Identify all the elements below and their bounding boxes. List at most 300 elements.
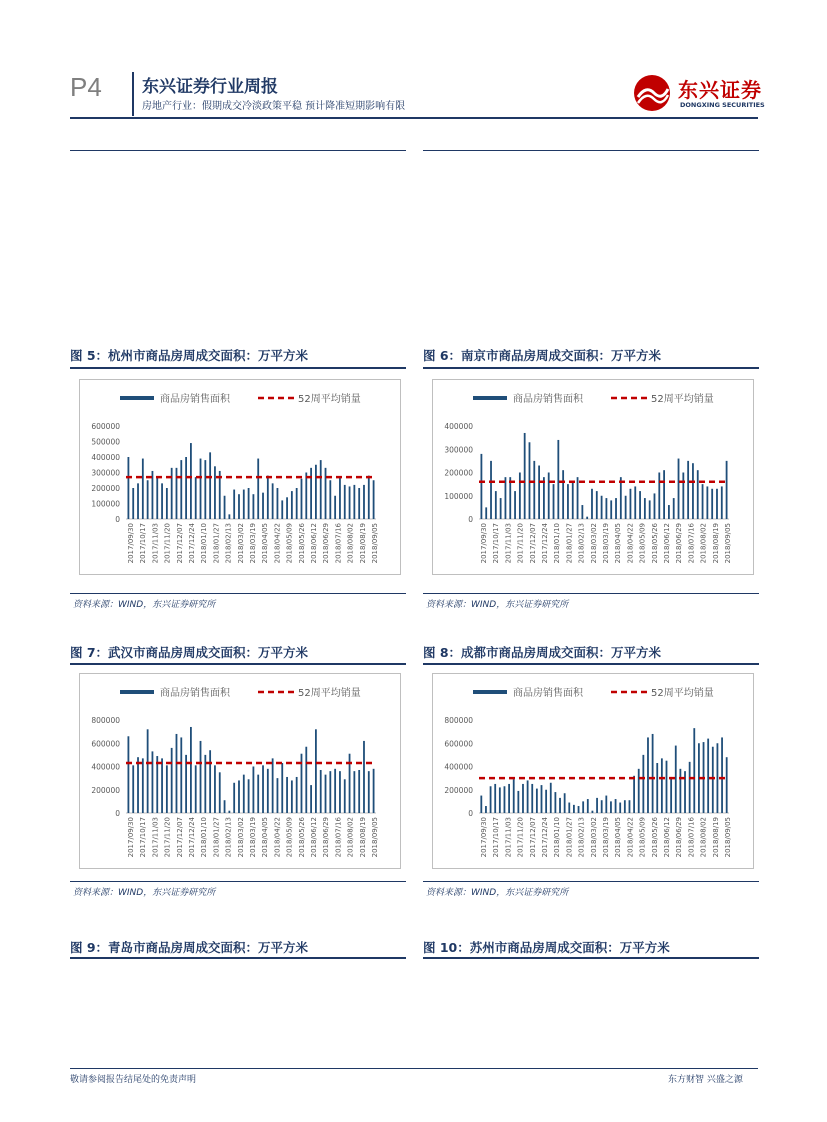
bar <box>339 771 341 813</box>
figure-rule <box>70 367 406 369</box>
bar <box>726 757 728 813</box>
x-tick-label: 2018/05/26 <box>297 523 306 564</box>
footer-rule <box>70 1068 758 1069</box>
x-tick-label: 2017/12/07 <box>528 523 537 564</box>
x-tick-label: 2017/11/20 <box>516 817 525 858</box>
x-tick-label: 2018/03/19 <box>249 817 257 858</box>
legend-line-label: 52周平均销量 <box>651 394 714 405</box>
x-tick-label: 2018/05/09 <box>285 817 294 858</box>
source-note: 资料来源：WIND，东兴证券研究所 <box>426 600 569 610</box>
x-tick-label: 2018/01/10 <box>200 523 209 564</box>
bar <box>137 483 139 519</box>
x-tick-label: 2018/05/09 <box>638 817 647 858</box>
bar <box>634 486 636 519</box>
bar <box>315 729 317 813</box>
bar <box>214 765 216 813</box>
x-tick-label: 2018/02/13 <box>224 817 233 858</box>
x-tick-label: 2017/10/17 <box>139 817 148 858</box>
bar <box>132 765 134 813</box>
bar <box>577 477 579 519</box>
bar <box>721 737 723 813</box>
chart-wuhan <box>79 673 401 869</box>
bar <box>339 477 341 519</box>
bar <box>642 755 644 813</box>
bar <box>128 736 130 813</box>
bar <box>358 488 360 519</box>
bar <box>353 771 355 813</box>
bar <box>329 480 331 519</box>
bar <box>147 729 149 813</box>
bar <box>712 747 714 813</box>
x-tick-label: 2018/01/10 <box>553 523 562 564</box>
y-tick-label: 500000 <box>91 437 120 447</box>
bar <box>494 784 496 813</box>
bar <box>610 801 612 813</box>
y-tick-label: 200000 <box>91 785 120 795</box>
bar <box>480 796 482 813</box>
header-divider <box>132 72 134 116</box>
bar <box>663 470 665 519</box>
y-tick-label: 100000 <box>444 491 473 501</box>
source-note: 资料来源：WIND，东兴证券研究所 <box>426 888 569 898</box>
x-tick-label: 2017/12/07 <box>175 817 184 858</box>
x-tick-label: 2018/03/19 <box>249 523 257 564</box>
bar <box>161 483 163 519</box>
bar <box>204 460 206 519</box>
bar <box>717 743 719 813</box>
bar <box>320 770 322 813</box>
x-tick-label: 2018/04/05 <box>614 817 623 858</box>
bar <box>142 758 144 813</box>
x-tick-label: 2017/11/03 <box>504 523 513 564</box>
bar <box>661 758 663 813</box>
x-tick-label: 2018/06/29 <box>675 817 684 858</box>
bar <box>639 491 641 519</box>
bar <box>591 489 593 519</box>
bar <box>214 466 216 519</box>
bar <box>281 763 283 813</box>
source-note: 资料来源：WIND，东兴证券研究所 <box>73 600 216 610</box>
bar <box>581 505 583 519</box>
legend-line-label: 52周平均销量 <box>298 394 361 405</box>
bar <box>726 461 728 519</box>
bar <box>248 488 250 519</box>
bar <box>228 514 230 519</box>
bar <box>373 769 375 813</box>
x-tick-label: 2018/09/05 <box>724 817 732 858</box>
bar <box>262 765 264 813</box>
bar <box>522 784 524 813</box>
report-subtitle: 房地产行业：假期成交冷淡政策平稳 预计降准短期影响有限 <box>142 101 406 112</box>
x-tick-label: 2017/11/03 <box>151 817 160 858</box>
bar <box>536 789 538 813</box>
source-note: 资料来源：WIND，东兴证券研究所 <box>73 888 216 898</box>
x-tick-label: 2018/03/19 <box>602 817 610 858</box>
bar <box>490 461 492 519</box>
x-tick-label: 2018/06/12 <box>663 523 671 564</box>
y-tick-label: 400000 <box>91 453 120 462</box>
bar <box>513 779 515 813</box>
bar <box>545 790 547 813</box>
legend-bar-swatch <box>120 690 154 694</box>
bar <box>161 758 163 813</box>
bar <box>514 491 516 519</box>
x-tick-label: 2017/12/24 <box>188 523 196 564</box>
x-tick-label: 2018/07/16 <box>687 817 696 858</box>
brand-english: DONGXING SECURITIES <box>680 101 765 109</box>
x-tick-label: 2018/05/09 <box>285 523 294 564</box>
figure-title: 图 10：苏州市商品房周成交面积：万平方米 <box>423 940 670 955</box>
bar <box>541 785 543 813</box>
x-tick-label: 2017/11/03 <box>504 817 513 858</box>
bar <box>652 734 654 813</box>
bar <box>190 727 192 813</box>
bar <box>649 500 651 519</box>
x-tick-label: 2018/03/02 <box>589 817 598 858</box>
x-tick-label: 2018/06/12 <box>663 817 671 858</box>
x-tick-label: 2017/11/20 <box>163 817 172 858</box>
x-tick-label: 2018/08/02 <box>699 817 708 858</box>
x-tick-label: 2018/08/19 <box>358 523 367 564</box>
figure-rule <box>423 663 759 665</box>
footer-slogan: 东方财智 兴盛之源 <box>668 1075 743 1085</box>
legend-bar-swatch <box>473 690 507 694</box>
bar <box>200 741 202 813</box>
x-tick-label: 2018/07/16 <box>334 817 343 858</box>
bar <box>344 485 346 519</box>
bar <box>550 783 552 813</box>
y-tick-label: 600000 <box>444 739 473 749</box>
bar <box>606 498 608 519</box>
bar <box>666 761 668 813</box>
figure-rule <box>70 957 406 959</box>
source-rule <box>70 881 406 882</box>
bar <box>185 457 187 519</box>
x-tick-label: 2018/06/12 <box>310 523 318 564</box>
bar <box>262 493 264 519</box>
bar <box>524 433 526 519</box>
bar <box>296 488 298 519</box>
x-tick-label: 2018/08/19 <box>711 523 720 564</box>
bar <box>610 500 612 519</box>
footer-disclaimer: 敬请参阅报告结尾处的免责声明 <box>70 1075 197 1085</box>
bar <box>137 757 139 813</box>
bar <box>625 496 627 519</box>
legend-bar-swatch <box>120 396 154 400</box>
x-tick-label: 2018/07/16 <box>687 523 696 564</box>
bar <box>363 741 365 813</box>
x-tick-label: 2018/05/26 <box>297 817 306 858</box>
bar <box>363 485 365 519</box>
bar <box>209 750 211 813</box>
x-tick-label: 2017/11/03 <box>151 523 160 564</box>
section-rule <box>70 150 406 151</box>
x-tick-label: 2017/09/30 <box>480 523 488 564</box>
bar <box>554 792 556 813</box>
figure-title: 图 5：杭州市商品房周成交面积：万平方米 <box>70 348 309 363</box>
x-tick-label: 2017/11/20 <box>163 523 172 564</box>
bar <box>132 488 134 519</box>
bar <box>257 775 259 813</box>
bar <box>527 780 529 813</box>
bar <box>601 800 603 813</box>
bar <box>272 758 274 813</box>
legend-line-label: 52周平均销量 <box>298 688 361 699</box>
x-tick-label: 2018/02/13 <box>577 817 586 858</box>
bar <box>272 483 274 519</box>
bar <box>176 734 178 813</box>
brand-name: 东兴证券 <box>678 78 762 102</box>
x-tick-label: 2018/01/10 <box>553 817 562 858</box>
bar <box>305 747 307 813</box>
y-tick-label: 200000 <box>91 484 120 493</box>
bar <box>533 461 535 519</box>
y-tick-label: 800000 <box>444 716 473 725</box>
x-tick-label: 2018/08/19 <box>358 817 367 858</box>
x-tick-label: 2017/12/07 <box>175 523 184 564</box>
x-tick-label: 2018/08/19 <box>711 817 720 858</box>
bar <box>517 791 519 813</box>
bar <box>219 772 221 813</box>
bar <box>238 494 240 519</box>
bar <box>721 486 723 519</box>
bar <box>707 739 709 813</box>
bar <box>147 480 149 519</box>
source-rule <box>423 593 759 594</box>
source-rule <box>423 881 759 882</box>
bar <box>368 476 370 519</box>
bar <box>697 470 699 519</box>
bar <box>334 769 336 813</box>
bar <box>166 488 168 519</box>
bar <box>557 440 559 519</box>
bar <box>204 755 206 813</box>
y-tick-label: 100000 <box>91 499 120 509</box>
bar <box>267 476 269 519</box>
bar <box>209 452 211 519</box>
bar <box>596 798 598 813</box>
bar <box>349 486 351 519</box>
bar <box>171 748 173 813</box>
bar <box>224 496 226 519</box>
bar <box>578 806 580 813</box>
bar <box>504 786 506 813</box>
x-tick-label: 2018/01/27 <box>212 817 221 858</box>
bar <box>171 468 173 519</box>
bar <box>693 728 695 813</box>
bar <box>344 779 346 813</box>
x-tick-label: 2017/09/30 <box>480 817 488 858</box>
x-tick-label: 2018/04/05 <box>261 523 270 564</box>
x-tick-label: 2018/07/16 <box>334 523 343 564</box>
bar <box>253 494 255 519</box>
bar <box>567 484 569 519</box>
source-rule <box>70 593 406 594</box>
bar <box>485 507 487 519</box>
bar <box>647 737 649 813</box>
report-title: 东兴证券行业周报 <box>142 77 278 97</box>
y-tick-label: 0 <box>115 809 120 818</box>
figure-title: 图 9：青岛市商品房周成交面积：万平方米 <box>70 940 309 955</box>
bar <box>180 737 182 813</box>
bar <box>286 777 288 813</box>
x-tick-label: 2018/02/13 <box>224 523 233 564</box>
page-number: P4 <box>70 72 102 102</box>
bar <box>572 482 574 519</box>
bar <box>682 473 684 520</box>
bar <box>620 477 622 519</box>
y-tick-label: 300000 <box>444 445 473 455</box>
bar <box>678 459 680 519</box>
bar <box>605 796 607 813</box>
x-tick-label: 2017/12/24 <box>541 817 549 858</box>
bar <box>277 488 279 519</box>
x-tick-label: 2017/12/24 <box>541 523 549 564</box>
bar <box>233 783 235 813</box>
x-tick-label: 2018/08/02 <box>699 523 708 564</box>
x-tick-label: 2017/10/17 <box>139 523 148 564</box>
bar <box>310 785 312 813</box>
y-tick-label: 600000 <box>91 422 120 431</box>
bar <box>573 805 575 813</box>
bar <box>692 463 694 519</box>
x-tick-label: 2018/06/29 <box>675 523 684 564</box>
bar <box>716 489 718 519</box>
y-tick-label: 400000 <box>91 762 120 772</box>
bar <box>596 491 598 519</box>
x-tick-label: 2017/11/20 <box>516 523 525 564</box>
bar <box>320 460 322 519</box>
bar <box>519 473 521 520</box>
bar <box>509 477 511 519</box>
bar <box>592 811 594 813</box>
bar <box>291 491 293 519</box>
figure-title: 图 6：南京市商品房周成交面积：万平方米 <box>423 348 662 363</box>
bar <box>670 777 672 813</box>
bar <box>334 496 336 519</box>
figure-title: 图 7：武汉市商品房周成交面积：万平方米 <box>70 645 309 660</box>
bar <box>538 466 540 519</box>
x-tick-label: 2018/04/05 <box>614 523 623 564</box>
bar <box>562 470 564 519</box>
y-tick-label: 600000 <box>91 739 120 749</box>
dongxing-logo-icon <box>630 73 676 113</box>
bar <box>505 477 507 519</box>
bar <box>253 767 255 814</box>
bar <box>142 459 144 519</box>
x-tick-label: 2018/06/29 <box>322 523 331 564</box>
x-tick-label: 2018/09/05 <box>724 523 732 564</box>
bar <box>706 486 708 519</box>
x-tick-label: 2017/12/07 <box>528 817 537 858</box>
y-tick-label: 300000 <box>91 468 120 478</box>
bar <box>481 454 483 519</box>
bar <box>310 468 312 519</box>
x-tick-label: 2018/05/26 <box>650 523 659 564</box>
bar <box>615 799 617 813</box>
x-tick-label: 2018/04/05 <box>261 817 270 858</box>
bar <box>248 779 250 813</box>
chart-nanjing <box>432 379 754 575</box>
y-tick-label: 0 <box>115 515 120 524</box>
bar <box>658 473 660 520</box>
figure-title: 图 8：成都市商品房周成交面积：万平方米 <box>423 645 662 660</box>
bar <box>358 770 360 813</box>
bar <box>586 517 588 519</box>
x-tick-label: 2018/01/27 <box>565 817 574 858</box>
chart-hangzhou <box>79 379 401 575</box>
bar <box>200 459 202 519</box>
bar <box>353 485 355 519</box>
bar <box>689 762 691 813</box>
bar <box>582 801 584 813</box>
bar <box>543 477 545 519</box>
x-tick-label: 2018/09/05 <box>371 523 379 564</box>
x-tick-label: 2018/04/22 <box>273 523 282 564</box>
bar <box>233 490 235 519</box>
x-tick-label: 2018/05/09 <box>638 523 647 564</box>
bar <box>156 756 158 813</box>
x-tick-label: 2018/03/02 <box>589 523 598 564</box>
x-tick-label: 2018/09/05 <box>371 817 379 858</box>
legend-bar-label: 商品房销售面积 <box>513 394 583 405</box>
x-tick-label: 2018/01/10 <box>200 817 209 858</box>
bar <box>615 498 617 519</box>
bar <box>166 765 168 813</box>
bar <box>490 786 492 813</box>
bar <box>587 799 589 813</box>
y-tick-label: 0 <box>468 515 473 524</box>
y-tick-label: 400000 <box>444 422 473 431</box>
x-tick-label: 2018/04/22 <box>626 817 635 858</box>
bar <box>711 489 713 519</box>
bar <box>668 505 670 519</box>
x-tick-label: 2018/04/22 <box>273 817 282 858</box>
bar <box>325 468 327 519</box>
y-tick-label: 0 <box>468 809 473 818</box>
bar <box>495 491 497 519</box>
y-tick-label: 200000 <box>444 468 473 478</box>
figure-rule <box>423 367 759 369</box>
bar <box>195 765 197 813</box>
bar <box>180 460 182 519</box>
legend-line-label: 52周平均销量 <box>651 688 714 699</box>
bar <box>499 787 501 813</box>
bar <box>257 459 259 519</box>
bar <box>673 498 675 519</box>
bar <box>176 468 178 519</box>
x-tick-label: 2018/03/19 <box>602 523 610 564</box>
legend-bar-label: 商品房销售面积 <box>513 688 583 699</box>
x-tick-label: 2017/10/17 <box>492 523 501 564</box>
bar <box>553 484 555 519</box>
bar <box>277 778 279 813</box>
bar <box>656 763 658 813</box>
figure-rule <box>70 663 406 665</box>
bar <box>619 803 621 813</box>
bar <box>315 465 317 519</box>
bar <box>224 800 226 813</box>
bar <box>638 769 640 813</box>
bar <box>548 473 550 520</box>
x-tick-label: 2017/12/24 <box>188 817 196 858</box>
bar <box>243 775 245 813</box>
bar <box>601 496 603 519</box>
bar <box>644 498 646 519</box>
x-tick-label: 2018/06/29 <box>322 817 331 858</box>
legend-bar-label: 商品房销售面积 <box>160 394 230 405</box>
x-tick-label: 2017/09/30 <box>127 817 135 858</box>
